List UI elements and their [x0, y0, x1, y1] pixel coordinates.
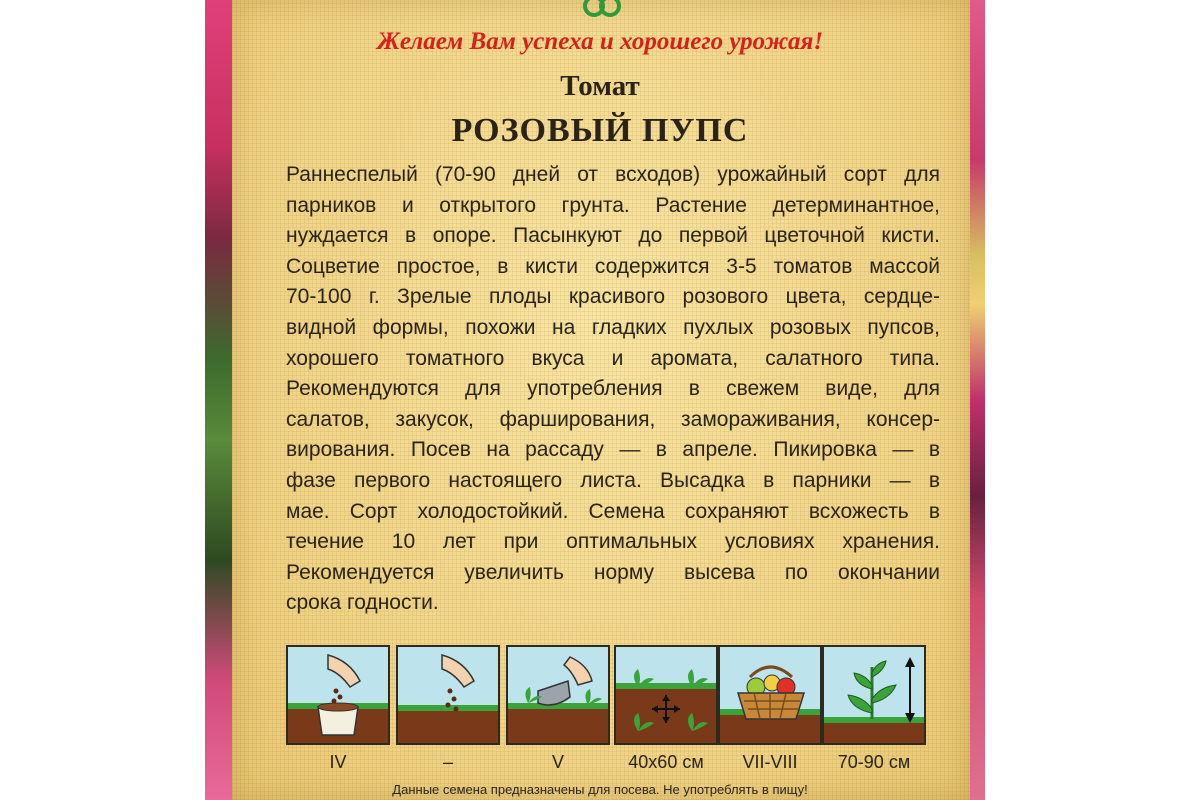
step-label: 70-90 см — [837, 752, 911, 772]
description-line: срока годности. — [286, 591, 439, 615]
transplanting-trowel-icon — [506, 645, 610, 745]
harvest-basket-icon — [718, 645, 822, 745]
description-line: хорошего томатного вкуса и аромата, салатного типа. — [286, 346, 940, 370]
sowing-in-ground-icon — [396, 645, 500, 745]
plant-height-icon — [822, 645, 926, 745]
footer-warning: Данные семена предназначены для посева. Не употреблять в пищу! — [392, 782, 808, 797]
description-line: видной формы, похожи на гладких пухлых розовых пупсов, — [286, 315, 940, 339]
description-line: мае. Сорт холодостойкий. Семена сохраняют всхожесть в — [286, 499, 940, 523]
description-line: нуждается в опоре. Пасынкуют до первой цветочной кисти. — [286, 224, 940, 248]
description-line: течение 10 лет при оптимальных условиях хранения. — [286, 530, 940, 554]
description-line: 70-100 г. Зрелые плоды красивого розового цвета, сердце- — [286, 285, 940, 309]
description-line: Рекомендуется увеличить норму высева по окончании — [286, 560, 940, 584]
variety-name: РОЗОВЫЙ ПУПС — [451, 112, 749, 149]
description-line: Соцветие простое, в кисти содержится 3-5 томатов массой — [286, 254, 940, 278]
brand-logo-icon — [572, 0, 632, 22]
sowing-in-pot-icon — [286, 645, 390, 745]
crop-name: Томат — [560, 70, 640, 102]
step-label: VII-VIII — [742, 752, 798, 772]
description-line: Рекомендуются для употребления в свежем виде, для — [286, 377, 940, 401]
step-label: – — [442, 752, 453, 772]
planting-spacing-icon — [614, 645, 718, 745]
description — [286, 160, 940, 619]
description-line: Раннеспелый (70-90 дней от всходов) урожайный сорт для — [286, 163, 940, 186]
description-line: парников и открытого грунта. Растение детерминантное, — [286, 193, 940, 217]
description-line: вирования. Посев на рассаду — в апреле. Пикировка — в — [286, 438, 940, 462]
slogan: Желаем Вам успеха и хорошего урожая! — [376, 28, 824, 55]
step-label: 40x60 см — [628, 752, 704, 772]
description-line: салатов, закусок, фарширования, замораживания, консер- — [286, 407, 940, 431]
step-label: IV — [329, 752, 347, 772]
description-line: фазе первого настоящего листа. Высадка в парники — в — [286, 468, 940, 492]
step-label: V — [551, 752, 564, 772]
